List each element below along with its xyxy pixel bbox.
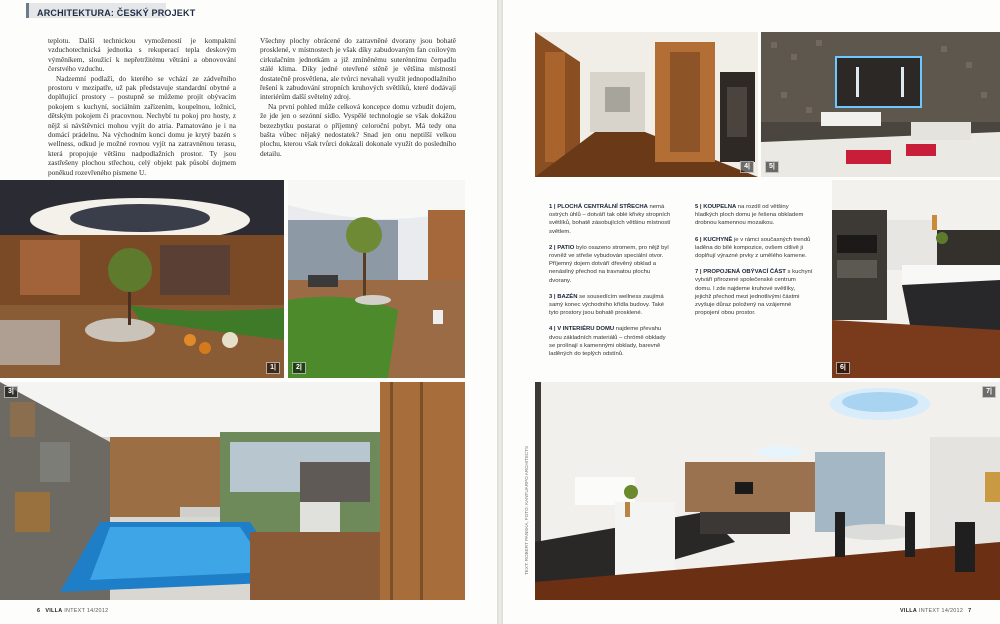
caption-item — [549, 293, 671, 318]
issue-label: INTEXT 14/2012 — [918, 608, 964, 614]
magazine-name: VILLA — [900, 608, 918, 614]
paragraph: Nadzemní podlaží, do kterého se vchází ze zádveřního prostoru v mezipatře, už pak představuje standardní obytné a doplňující prostory – postupně se můžeme projít obývacím pokojem s kuchyní, sociálním zařízením, koupelnou, ložnicí, dětským pokojem či pracovnou. Nechybí tu pokoj pro hosty, z nějž si návštěvníci mohou vyjít do atria. Pamatováno je i na domácí prádelnu. Na východním konci domu je krytý bazén s wellness, odkud je možné rovnou vyjít na zatravněnou terasu, která propojuje většinu nadpodlažních prostor. Ty jsou zastřešeny plochou střechou, celý objekt pak působí dojmem poněkud rozevřeného písmene U. — [48, 73, 236, 177]
page-number: 7 — [968, 608, 972, 614]
caption-text: najdeme převahu dvou základních materiálů – chrómě obklady se prolínají s kamennými obklady, barevně laděných do teplých odstínů. — [549, 326, 666, 358]
photo-number: 6| — [836, 362, 850, 374]
caption-label: 1 | PLOCHÁ CENTRÁLNÍ STŘECHA — [549, 204, 648, 210]
caption-label: 3 | BAZÉN — [549, 293, 578, 300]
photo-living-area — [535, 382, 1000, 600]
issue-label: INTEXT 14/2012 — [64, 608, 109, 614]
photo-number: 4| — [740, 161, 754, 173]
caption-text: nemá ostrých úhlů – dotváří tak oblé křivky stropních světlíků, bohatě zásobujících většinu místností světlem. — [549, 204, 671, 235]
caption-item — [695, 236, 813, 261]
photo-patio-tree — [288, 180, 465, 378]
caption-label: 5 | KOUPELNA — [695, 204, 737, 210]
paragraph: Na první pohled může celková koncepce domu vzbudit dojem, že jde jen o sezónní sídlo. Vyspělé technologie se však dokážou bezezbytku postarat o příjemný celoroční pobyt. Má tedy ona bašta vůbec nějaký nedostatek? Snad jen onu neptilší velkou plochu, kterou však tvůrci dokázali dokonale využít do posledního detailu. — [260, 101, 456, 158]
caption-item — [549, 325, 671, 358]
caption-item — [695, 203, 813, 228]
photo-indoor-pool — [0, 382, 465, 600]
caption-text: je v rámci současných trendů laděna do bílé kompozice, ovšem citlivě ji doplňují výrazné prvky z umělého kamene. — [695, 236, 811, 260]
caption-text: bylo osazeno stromem, pro nějž byl rovněž ve střeše vybudován speciální otvor. Příjemný dojem dotváří dřevěný obklad a nenásilný přechod na travnatou plochu dvorany. — [549, 244, 669, 284]
photo-credit-text: TEXT: ROBERT PANSKA, FOTO: KANTUARPO ARCHITECTS — [524, 445, 529, 575]
caption-item — [695, 268, 813, 317]
photo-number: 5| — [765, 161, 779, 173]
section-header — [26, 3, 196, 18]
photo-hallway — [535, 32, 758, 177]
photo-kitchen — [832, 180, 1000, 378]
caption-label: 2 | PATIO — [549, 244, 575, 251]
footer-right — [900, 608, 976, 614]
photo-bathroom — [761, 32, 1000, 177]
photo-courtyard-night — [0, 180, 284, 378]
photo-credit — [524, 445, 532, 575]
caption-label: 4 | V INTERIÉRU DOMU — [549, 326, 615, 333]
caption-text: s kuchyní vytváří přirozené společenské centrum domu. I zde najdeme kruhové světlíky, jejichž přechod mezi jednotlivými částmi zvyšuje důraz položený na vzájemné propojení obou prostor. — [695, 269, 813, 317]
caption-text: se sousedícím wellness zaujímá samý konec východního křídla budovy. Také tyto prostory jsou bohatě prosklené. — [549, 293, 665, 317]
section-header-title: ARCHITEKTURA: ČESKÝ PROJEKT — [37, 8, 196, 18]
captions-column-right — [695, 203, 813, 325]
captions-column-left — [549, 203, 671, 366]
caption-label: 6 | KUCHYNĚ — [695, 236, 733, 243]
caption-text: na rozdíl od většiny hladkých ploch domu je řešena obkladem drobnou kamennou mozaikou. — [695, 204, 804, 227]
paragraph: teplotu. Další technickou vymožeností je kompaktní vzduchotechnická jednotka s rekuperací tepla deskovým výměníkem, sloužící k nepřetržitému větrání a obnovování čerstvého vzduchu. — [48, 36, 236, 74]
caption-item — [549, 203, 671, 236]
photo-number: 7| — [982, 386, 996, 398]
article-column-2 — [260, 36, 456, 158]
footer-left — [32, 608, 108, 614]
photo-number: 3| — [4, 386, 18, 398]
paragraph: Všechny plochy obrácené do zatravněné dvorany jsou bohatě prosklené, v místnostech je však díky zabudovaným fan coilovým cirkulačním jednotkám a již zmíněnému suterénnímu čerpadlu stálé klima. Díky jedné otevřené stěně je většina místností dostatečně prosvětlena, ale tvůrci nevahali využít jednopodlažního řešení k zabudování stropních kruhových světlíků, které dodávají interiérům další světelný zdroj. — [260, 36, 456, 102]
caption-label: 7 | PROPOJENÁ OBÝVACÍ ČÁST — [695, 269, 786, 276]
magazine-name: VILLA — [45, 608, 63, 614]
caption-item — [549, 244, 671, 285]
article-column-1 — [48, 36, 236, 177]
page-number: 6 — [37, 608, 41, 614]
photo-number: 2| — [292, 362, 306, 374]
photo-number: 1| — [266, 362, 280, 374]
